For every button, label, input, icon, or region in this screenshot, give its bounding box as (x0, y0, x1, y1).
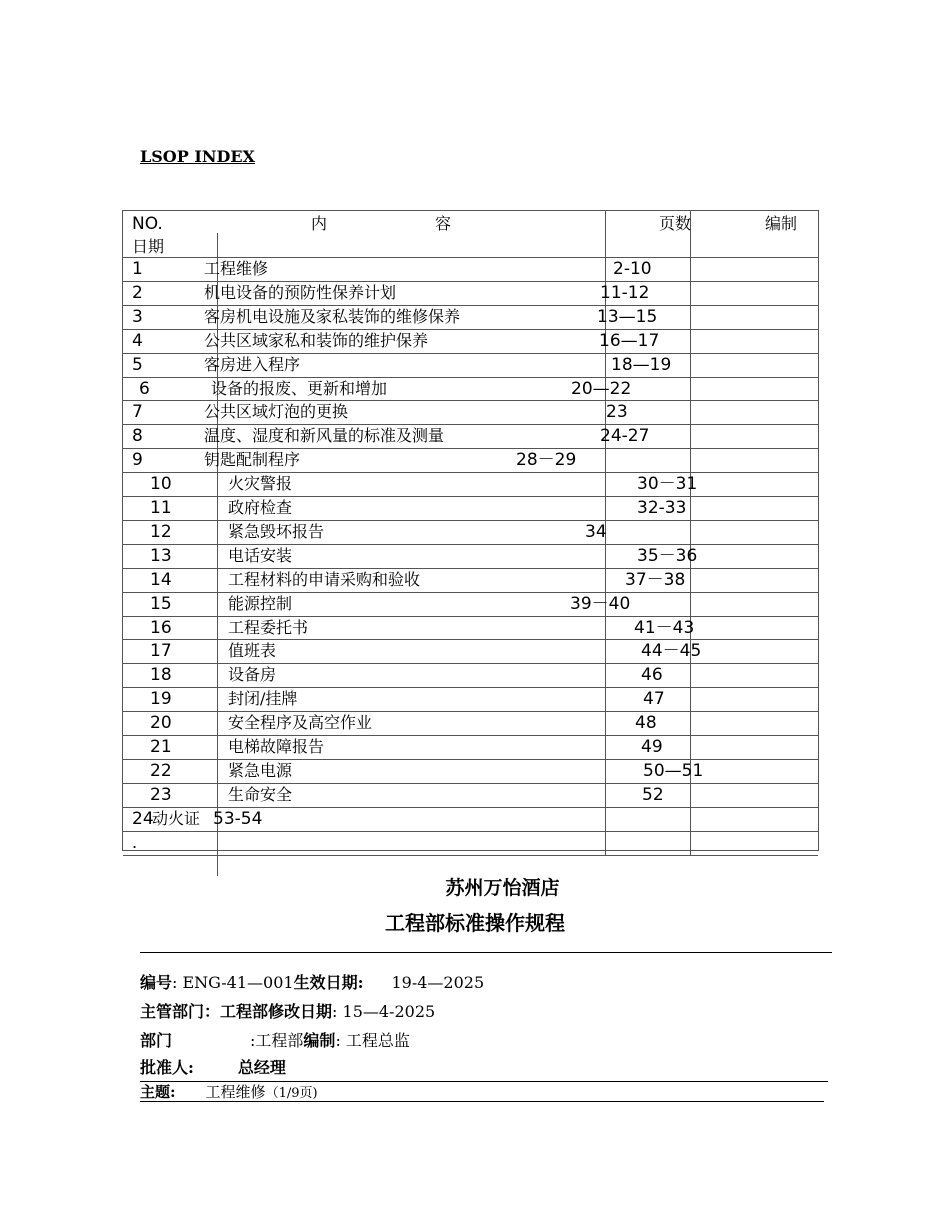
header-content-1: 内 (311, 214, 328, 233)
subject-page: （1/9页) (265, 1086, 318, 1101)
table-row-line (123, 400, 818, 401)
row-pages: 48 (635, 713, 657, 733)
row-no: 4 (132, 331, 143, 351)
row-pages: 34 (585, 522, 607, 542)
department-value: :工程部 (250, 1031, 304, 1050)
row-no: 18 (150, 665, 172, 685)
table-row-line (123, 281, 818, 282)
table-row-line (123, 568, 818, 569)
row-title: 值班表 (228, 641, 277, 660)
approver-value: 总经理 (237, 1058, 286, 1077)
header-divider (140, 952, 832, 953)
row-pages: 35－36 (637, 546, 698, 566)
row-title: 温度、湿度和新风量的标准及测量 (204, 426, 445, 445)
row-title: 电梯故障报告 (228, 737, 325, 756)
row-title: 客房机电设施及家私装饰的维修保养 (204, 307, 461, 326)
row-pages: 2-10 (613, 259, 652, 279)
row-pages: 20—22 (571, 379, 632, 399)
row-pages: 50—51 (643, 761, 704, 781)
last-row-mark: . (132, 833, 138, 852)
row-24-no: 24 (132, 809, 154, 829)
table-row-line (123, 711, 818, 712)
row-no: 23 (150, 785, 172, 805)
doc-code-line (140, 973, 484, 993)
row-pages: 39－40 (570, 594, 631, 614)
row-title: 能源控制 (228, 594, 293, 613)
table-row-line (123, 687, 818, 688)
row-title: 公共区域灯泡的更换 (204, 402, 349, 421)
subject-value: 工程维修 (205, 1083, 266, 1101)
row-no: 2 (132, 283, 143, 303)
row-24-title: 动火证 (152, 809, 201, 828)
row-title: 政府检查 (228, 498, 293, 517)
row-title: 公共区域家私和装饰的维护保养 (204, 331, 429, 350)
row-title: 工程材料的申请采购和验收 (228, 570, 421, 589)
effective-date-label: 生效日期: (293, 973, 364, 992)
row-no: 19 (150, 689, 172, 709)
table-vline-3 (690, 211, 691, 856)
department-label: 部门 (140, 1031, 173, 1050)
row-title: 钥匙配制程序 (204, 450, 301, 469)
header-content-2: 容 (435, 214, 452, 233)
row-no: 1 (132, 259, 143, 279)
row-title: 设备的报废、更新和增加 (211, 379, 388, 398)
approver-label: 批准人: (140, 1058, 194, 1077)
row-pages: 46 (641, 665, 663, 685)
row-title: 紧急电源 (228, 761, 293, 780)
table-row-line (123, 329, 818, 330)
department-line (140, 1031, 410, 1051)
row-pages: 32-33 (637, 498, 687, 518)
header-no: NO. (132, 214, 163, 234)
index-table (122, 210, 819, 851)
table-row-line (123, 616, 818, 617)
row-title: 生命安全 (228, 785, 293, 804)
header-pages: 页数 (659, 214, 692, 233)
table-row-line (123, 639, 818, 640)
row-pages: 13—15 (597, 307, 658, 327)
table-row-line (123, 783, 818, 784)
table-row-line (123, 424, 818, 425)
row-title: 客房进入程序 (204, 355, 301, 374)
row-no: 16 (150, 618, 172, 638)
table-row-line (123, 592, 818, 593)
row-pages: 52 (642, 785, 664, 805)
row-pages: 23 (606, 402, 628, 422)
row-no: 3 (132, 307, 143, 327)
subject-bottom-rule (140, 1101, 824, 1102)
table-row-line (123, 257, 818, 258)
approver-line (140, 1058, 286, 1078)
table-row-line (123, 520, 818, 521)
row-24-pages: 53-54 (213, 809, 263, 829)
row-title: 安全程序及高空作业 (228, 713, 373, 732)
row-title: 封闭/挂牌 (228, 689, 298, 708)
dept-head-line (140, 1002, 435, 1022)
table-row-line (123, 807, 818, 808)
subject-label: 主题: (140, 1083, 176, 1101)
dept-head-label: 主管部门：工程部 (140, 1002, 269, 1021)
header-compiled: 编制 (765, 214, 798, 233)
row-no: 7 (132, 402, 143, 422)
row-no: 20 (150, 713, 172, 733)
lsop-index-title: LSOP INDEX (140, 147, 255, 166)
row-no: 13 (150, 546, 172, 566)
row-title: 机电设备的预防性保养计划 (204, 283, 397, 302)
table-row-line (123, 735, 818, 736)
doc-code-value: : ENG-41—001 (172, 973, 294, 992)
row-pages: 47 (643, 689, 665, 709)
row-title: 设备房 (228, 665, 277, 684)
hotel-name: 苏州万怡酒店 (445, 877, 560, 899)
row-pages: 37－38 (625, 570, 686, 590)
row-pages: 16—17 (599, 331, 660, 351)
row-pages: 49 (641, 737, 663, 757)
revised-date-value: : 15—4-2025 (332, 1002, 436, 1021)
row-no: 15 (150, 594, 172, 614)
row-pages: 44－45 (641, 641, 702, 661)
row-no: 10 (150, 474, 172, 494)
row-pages: 11-12 (600, 283, 650, 303)
row-pages: 18—19 (611, 355, 672, 375)
row-pages: 30－31 (637, 474, 698, 494)
table-row-line (123, 305, 818, 306)
compiled-by-label: 编制 (303, 1031, 336, 1050)
table-row-line (123, 831, 818, 832)
table-row-line (123, 496, 818, 497)
row-title: 电话安装 (228, 546, 293, 565)
table-vline-1 (217, 233, 218, 876)
document-title: 工程部标准操作规程 (385, 911, 565, 935)
row-no: 11 (150, 498, 172, 518)
row-no: 8 (132, 426, 143, 446)
table-row-line (123, 353, 818, 354)
row-title: 工程维修 (204, 259, 269, 278)
table-row-line (123, 377, 818, 378)
table-row-line (123, 663, 818, 664)
row-no: 14 (150, 570, 172, 590)
row-no: 17 (150, 641, 172, 661)
table-row-line (123, 855, 818, 856)
row-no: 9 (132, 450, 143, 470)
row-pages: 28－29 (516, 450, 577, 470)
table-row-line (123, 448, 818, 449)
row-no: 22 (150, 761, 172, 781)
row-no: 21 (150, 737, 172, 757)
row-pages: 24-27 (600, 426, 650, 446)
row-pages: 41－43 (634, 618, 695, 638)
doc-code-label: 编号 (140, 973, 173, 992)
table-row-line (123, 544, 818, 545)
table-row-line (123, 759, 818, 760)
header-date: 日期 (132, 237, 165, 256)
row-title: 紧急毁坏报告 (228, 522, 325, 541)
row-no: 12 (150, 522, 172, 542)
row-no: 6 (139, 379, 150, 399)
revised-date-label: 修改日期 (268, 1002, 333, 1021)
effective-date-value: 19-4—2025 (391, 973, 485, 992)
row-no: 5 (132, 355, 143, 375)
row-title: 火灾警报 (228, 474, 293, 493)
compiled-by-value: : 工程总监 (335, 1031, 410, 1050)
table-row-line (123, 472, 818, 473)
row-title: 工程委托书 (228, 618, 309, 637)
